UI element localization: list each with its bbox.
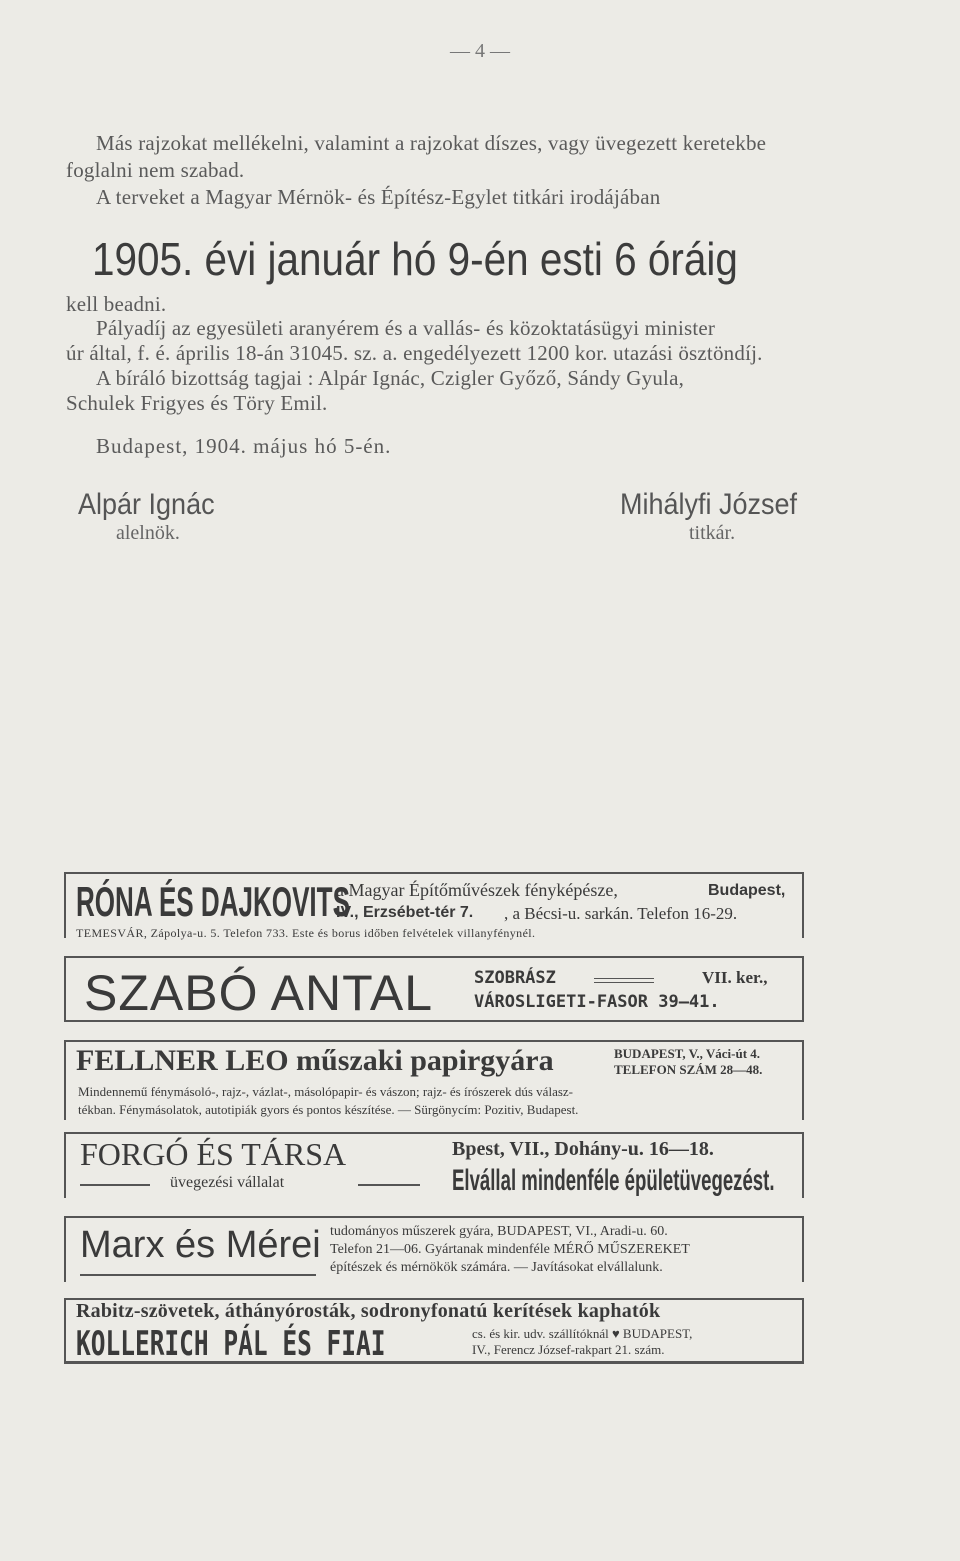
forgo-name: FORGÓ ÉS TÁRSA xyxy=(80,1136,347,1172)
kollerich-line-2: IV., Ferencz József-rakpart 21. szám. xyxy=(472,1342,665,1357)
body-line-8: Schulek Frigyes és Töry Emil. xyxy=(66,391,328,415)
fellner-text-1: Mindennemű fénymásoló-, rajz-, vázlat-, másolópapir- és vászon; rajz- és írószerek dús válasz- xyxy=(78,1084,573,1099)
signature-right-role: titkár. xyxy=(689,522,736,544)
marx-name: Marx és Mérei xyxy=(80,1224,321,1266)
rona-name: RÓNA ÉS DAJKOVITS xyxy=(76,878,350,925)
ad-forgo-es-tarsa xyxy=(64,1132,804,1198)
rona-address: IV., Erzsébet-tér 7. xyxy=(336,904,474,921)
kollerich-headline: Rabitz-szövetek, áthányórosták, sodronyfonatú kerítések kaphatók xyxy=(76,1300,661,1322)
forgo-rule-left xyxy=(80,1184,150,1186)
marx-line-2: Telefon 21—06. Gyártanak mindenféle MÉRŐ MŰSZEREKET xyxy=(330,1242,690,1257)
ad-rona-dajkovits xyxy=(64,872,804,938)
szabo-address: VÁROSLIGETI-FASOR 39—41. xyxy=(474,992,720,1012)
kollerich-name: KOLLERICH PÁL ÉS FIAI xyxy=(76,1324,386,1364)
body-line-5: Pályadíj az egyesületi aranyérem és a vallás- és közoktatásügyi minister xyxy=(96,316,716,340)
kollerich-line-1: cs. és kir. udv. szállítóknál ♥ BUDAPEST, xyxy=(472,1326,693,1341)
body-line-6: úr által, f. é. április 18-án 31045. sz. a. engedélyezett 1200 kor. utazási ösztöndíj. xyxy=(66,341,763,365)
signature-left-name: Alpár Ignác xyxy=(78,488,215,521)
szabo-name: SZABÓ ANTAL xyxy=(84,965,434,1021)
fellner-address-2: TELEFON SZÁM 28—48. xyxy=(614,1062,763,1077)
marx-rule xyxy=(80,1274,316,1276)
ad-fellner-leo xyxy=(64,1040,804,1120)
rona-line-2: , a Bécsi-u. sarkán. Telefon 16-29. xyxy=(504,904,738,923)
fellner-name: FELLNER LEO műszaki papirgyára xyxy=(76,1044,554,1077)
marx-line-1: tudományos műszerek gyára, BUDAPEST, VI., Aradi-u. 60. xyxy=(330,1224,668,1239)
rona-line-1: a Magyar Építőművészek fényképésze, xyxy=(336,880,618,900)
body-line-4: kell beadni. xyxy=(66,292,167,316)
page-number: — 4 — xyxy=(450,40,510,62)
forgo-rule-right xyxy=(358,1184,420,1186)
rona-line-3: TEMESVÁR, Zápolya-u. 5. Telefon 733. Este és borus időben felvételek villanyfénynél. xyxy=(76,926,536,940)
fellner-text-2: tékban. Fénymásolatok, autotipiák gyors és pontos készítése. — Sürgönycím: Pozitiv, Budapest. xyxy=(78,1102,579,1117)
fellner-address-1: BUDAPEST, V., Váci-út 4. xyxy=(614,1046,761,1061)
szabo-district: VII. ker., xyxy=(702,968,768,987)
ad-kollerich xyxy=(64,1298,804,1364)
body-line-2: foglalni nem szabad. xyxy=(66,158,245,182)
forgo-address: Bpest, VII., Dohány-u. 16—18. xyxy=(452,1138,714,1160)
deadline-heading: 1905. évi január hó 9-én esti 6 óráig xyxy=(92,233,738,285)
signature-right-name: Mihályfi József xyxy=(620,488,798,521)
forgo-offer: Elvállal mindenféle épületüvegezést. xyxy=(452,1164,775,1197)
body-line-1: Más rajzokat mellékelni, valamint a rajzokat díszes, vagy üvegezett keretekbe xyxy=(96,131,767,155)
body-line-3: A terveket a Magyar Mérnök- és Építész-Egylet titkári irodájában xyxy=(96,185,661,209)
szabo-divider-2 xyxy=(594,982,654,983)
marx-line-3: építészek és mérnökök számára. — Javításokat elvállalunk. xyxy=(330,1260,663,1275)
rona-city: Budapest, xyxy=(708,882,786,899)
szabo-divider xyxy=(594,978,654,979)
ad-marx-es-merei xyxy=(64,1216,804,1282)
ad-szabo-antal xyxy=(64,956,804,1022)
place-date: Budapest, 1904. május hó 5-én. xyxy=(96,434,392,458)
szabo-trade: SZOBRÁSZ xyxy=(474,968,556,988)
signature-left-role: alelnök. xyxy=(116,522,180,544)
forgo-sub: üvegezési vállalat xyxy=(170,1174,285,1191)
body-line-7: A bíráló bizottság tagjai : Alpár Ignác, Czigler Győző, Sándy Gyula, xyxy=(96,366,685,390)
